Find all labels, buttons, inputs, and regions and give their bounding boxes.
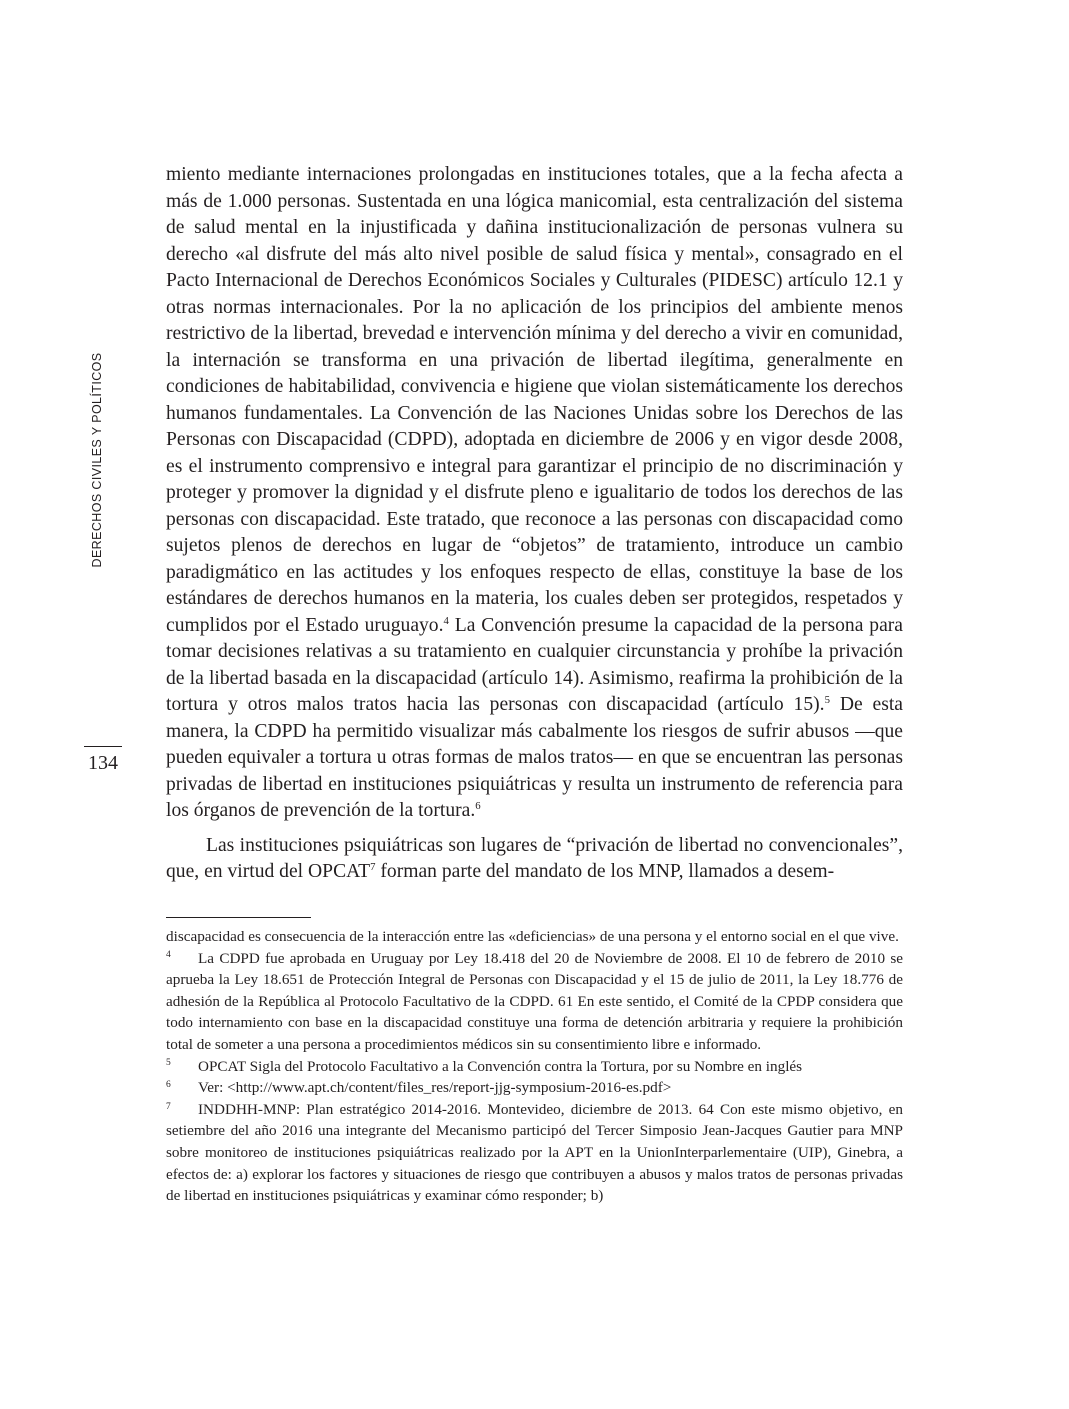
footnote-text: OPCAT Sigla del Protocolo Facultativo a la Convención contra la Tortura, por su Nombre en inglés [198,1057,803,1075]
footnote-6: 6 Ver: <http://www.apt.ch/content/files_res/report-jjg-symposium-2016-es.pdf> [166,1079,672,1097]
paragraph-2-text-b: forman parte del mandato de los MNP, llamados a desem- [375,861,835,882]
footnote-7: 7 INDDHH-MNP: Plan estratégico 2014-2016. Montevideo, diciembre de 2013. 64 Con este mismo objetivo, en setiembre del año 2016 una integrante del Mecanismo participó del Tercer Simposio Jean-Jacques Gautier para MNP sobre monitoreo de instituciones psiquiátricas realizado por la APT en la UnionInterparlementaire (UIP), Ginebra, a efectos de: a) explorar los factores y situaciones de riesgo que contribuyen a abusos y malos tratos de personas privadas de libertad en instituciones psiquiátricas y examinar cómo responder; b) [166,1100,903,1205]
paragraph-1-text-b: La Convención presume la capacidad de la persona para tomar decisiones relativas a su tratamiento en cualquier circunstancia y prohíbe la privación de la libertad basada en la discapacidad (artículo 14). Asimismo, reafirma la prohibición de la tortura y otros malos tratos hacia las personas con discapacidad (artículo 15). [166,614,903,715]
page-number-rule [84,746,122,747]
footnote-4: 4 La CDPD fue aprobada en Uruguay por Ley 18.418 del 20 de Noviembre de 2008. El 10 de febrero de 2010 se aprueba la Ley 18.651 de Protección Integral de Personas con Discapacidad y el 15 de julio de 2011, la Ley 18.776 de adhesión de la República al Protocolo Facultativo de la CDPD. 61 En este sentido, el Comité de la CPDP considera que todo internamiento con base en la discapacidad constituye una forma de detención arbitraria y requiere la prohibición total de someter a una persona a procedimientos médicos sin su consentimiento libre e informado. [166,949,903,1053]
footnotes [166,926,903,1207]
paragraph-1-text-a: miento mediante internaciones prolongadas en instituciones totales, que a la fecha afecta a más de 1.000 personas. Sustentada en una lógica manicomial, esta centralización del sistema de salud mental en la injustificada y dañina institucionalización de personas vulnera su derecho «al disfrute del más alto nivel posible de salud física y mental», consagrado en el Pacto Internacional de Derechos Económicos Sociales y Culturales (PIDESC) artículo 12.1 y otras normas internacionales. Por la no aplicación de los principios del ambiente menos restrictivo de la libertad, brevedad e intervención mínima y del derecho a vivir en comunidad, la internación se transforma en una privación de libertad ilegítima, generalmente en condiciones de habitabilidad, convivencia e higiene que violan sistemáticamente los derechos humanos fundamentales. La Convención de las Naciones Unidas sobre los Derechos de las Personas con Discapacidad (CDPD), adoptada en diciembre de 2006 y en vigor desde 2008, es el instrumento comprensivo e integral para garantizar el principio de no discriminación y proteger y promover la dignidad y el disfrute pleno e igualitario de todos los derechos de las personas con discapacidad. Este tratado, que reconoce a las personas con discapacidad como sujetos plenos de derechos en lugar de “objetos” de tratamiento, introduce un cambio paradigmático en las actitudes y los enfoques respecto de ellas, constituye la base de los estándares de derechos humanos en la materia, los cuales deben ser protegidos, respetados y cumplidos por el Estado uruguayo. [166,164,903,636]
section-title: DERECHOS CIVILES Y POLÍTICOS [90,352,104,568]
footnote-text: INDDHH-MNP: Plan estratégico 2014-2016. Montevideo, diciembre de 2013. 64 Con este mismo objetivo, en setiembre del año 2016 una integrante del Mecanismo participó del Tercer Simposio Jean-Jacques Gautier para MNP sobre monitoreo de instituciones psiquiátricas realizado por la APT en la UnionInterparlementaire (UIP), Ginebra, a efectos de: a) explorar los factores y situaciones de riesgo que contribuyen a abusos y malos tratos de personas privadas de libertad en instituciones psiquiátricas y examinar cómo responder; b) [166,1100,903,1205]
body-text [166,162,903,886]
footnote-ref-7[interactable]: 7 [370,861,376,873]
paragraph-2 [166,833,903,886]
paragraph-1 [166,162,903,825]
footnote-5: 5 OPCAT Sigla del Protocolo Facultativo a la Convención contra la Tortura, por su Nombre en inglés [166,1057,803,1075]
footnote-text: La CDPD fue aprobada en Uruguay por Ley 18.418 del 20 de Noviembre de 2008. El 10 de febrero de 2010 se aprueba la Ley 18.651 de Protección Integral de Personas con Discapacidad y el 15 de julio de 2011, la Ley 18.776 de adhesión de la República al Protocolo Facultativo de la CDPD. 61 En este sentido, el Comité de la CPDP considera que todo internamiento con base en la discapacidad constituye una forma de detención arbitraria y requiere la prohibición total de someter a una persona a procedimientos médicos sin su consentimiento libre e informado. [166,949,903,1053]
footnote-separator [166,917,311,918]
footnote-link-text[interactable]: Ver: <http://www.apt.ch/content/files_res/report-jjg-symposium-2016-es.pdf> [198,1079,672,1097]
footnote-ref-4[interactable]: 4 [443,614,449,627]
paragraph-2-text-a: Las instituciones psiquiátricas son lugares de “privación de libertad no convencionales”, que, en virtud del OPCAT [166,834,903,882]
footnote-ref-5[interactable]: 5 [824,694,830,706]
footnote-ref-6[interactable]: 6 [475,800,481,812]
paragraph-1-text-c: De esta manera, la CDPD ha permitido visualizar más cabalmente los riesgos de sufrir abusos —que pueden equivaler a tortura u otras formas de malos tratos— en que se encuentran las personas privadas de libertad en instituciones psiquiátricas y resulta un instrumento de referencia para los órganos de prevención de la tortura. [166,694,903,821]
page-number: 134 [88,752,118,774]
footnote-continued: discapacidad es consecuencia de la interacción entre las «deficiencias» de una persona y el entorno social en el que vive. [166,928,899,945]
